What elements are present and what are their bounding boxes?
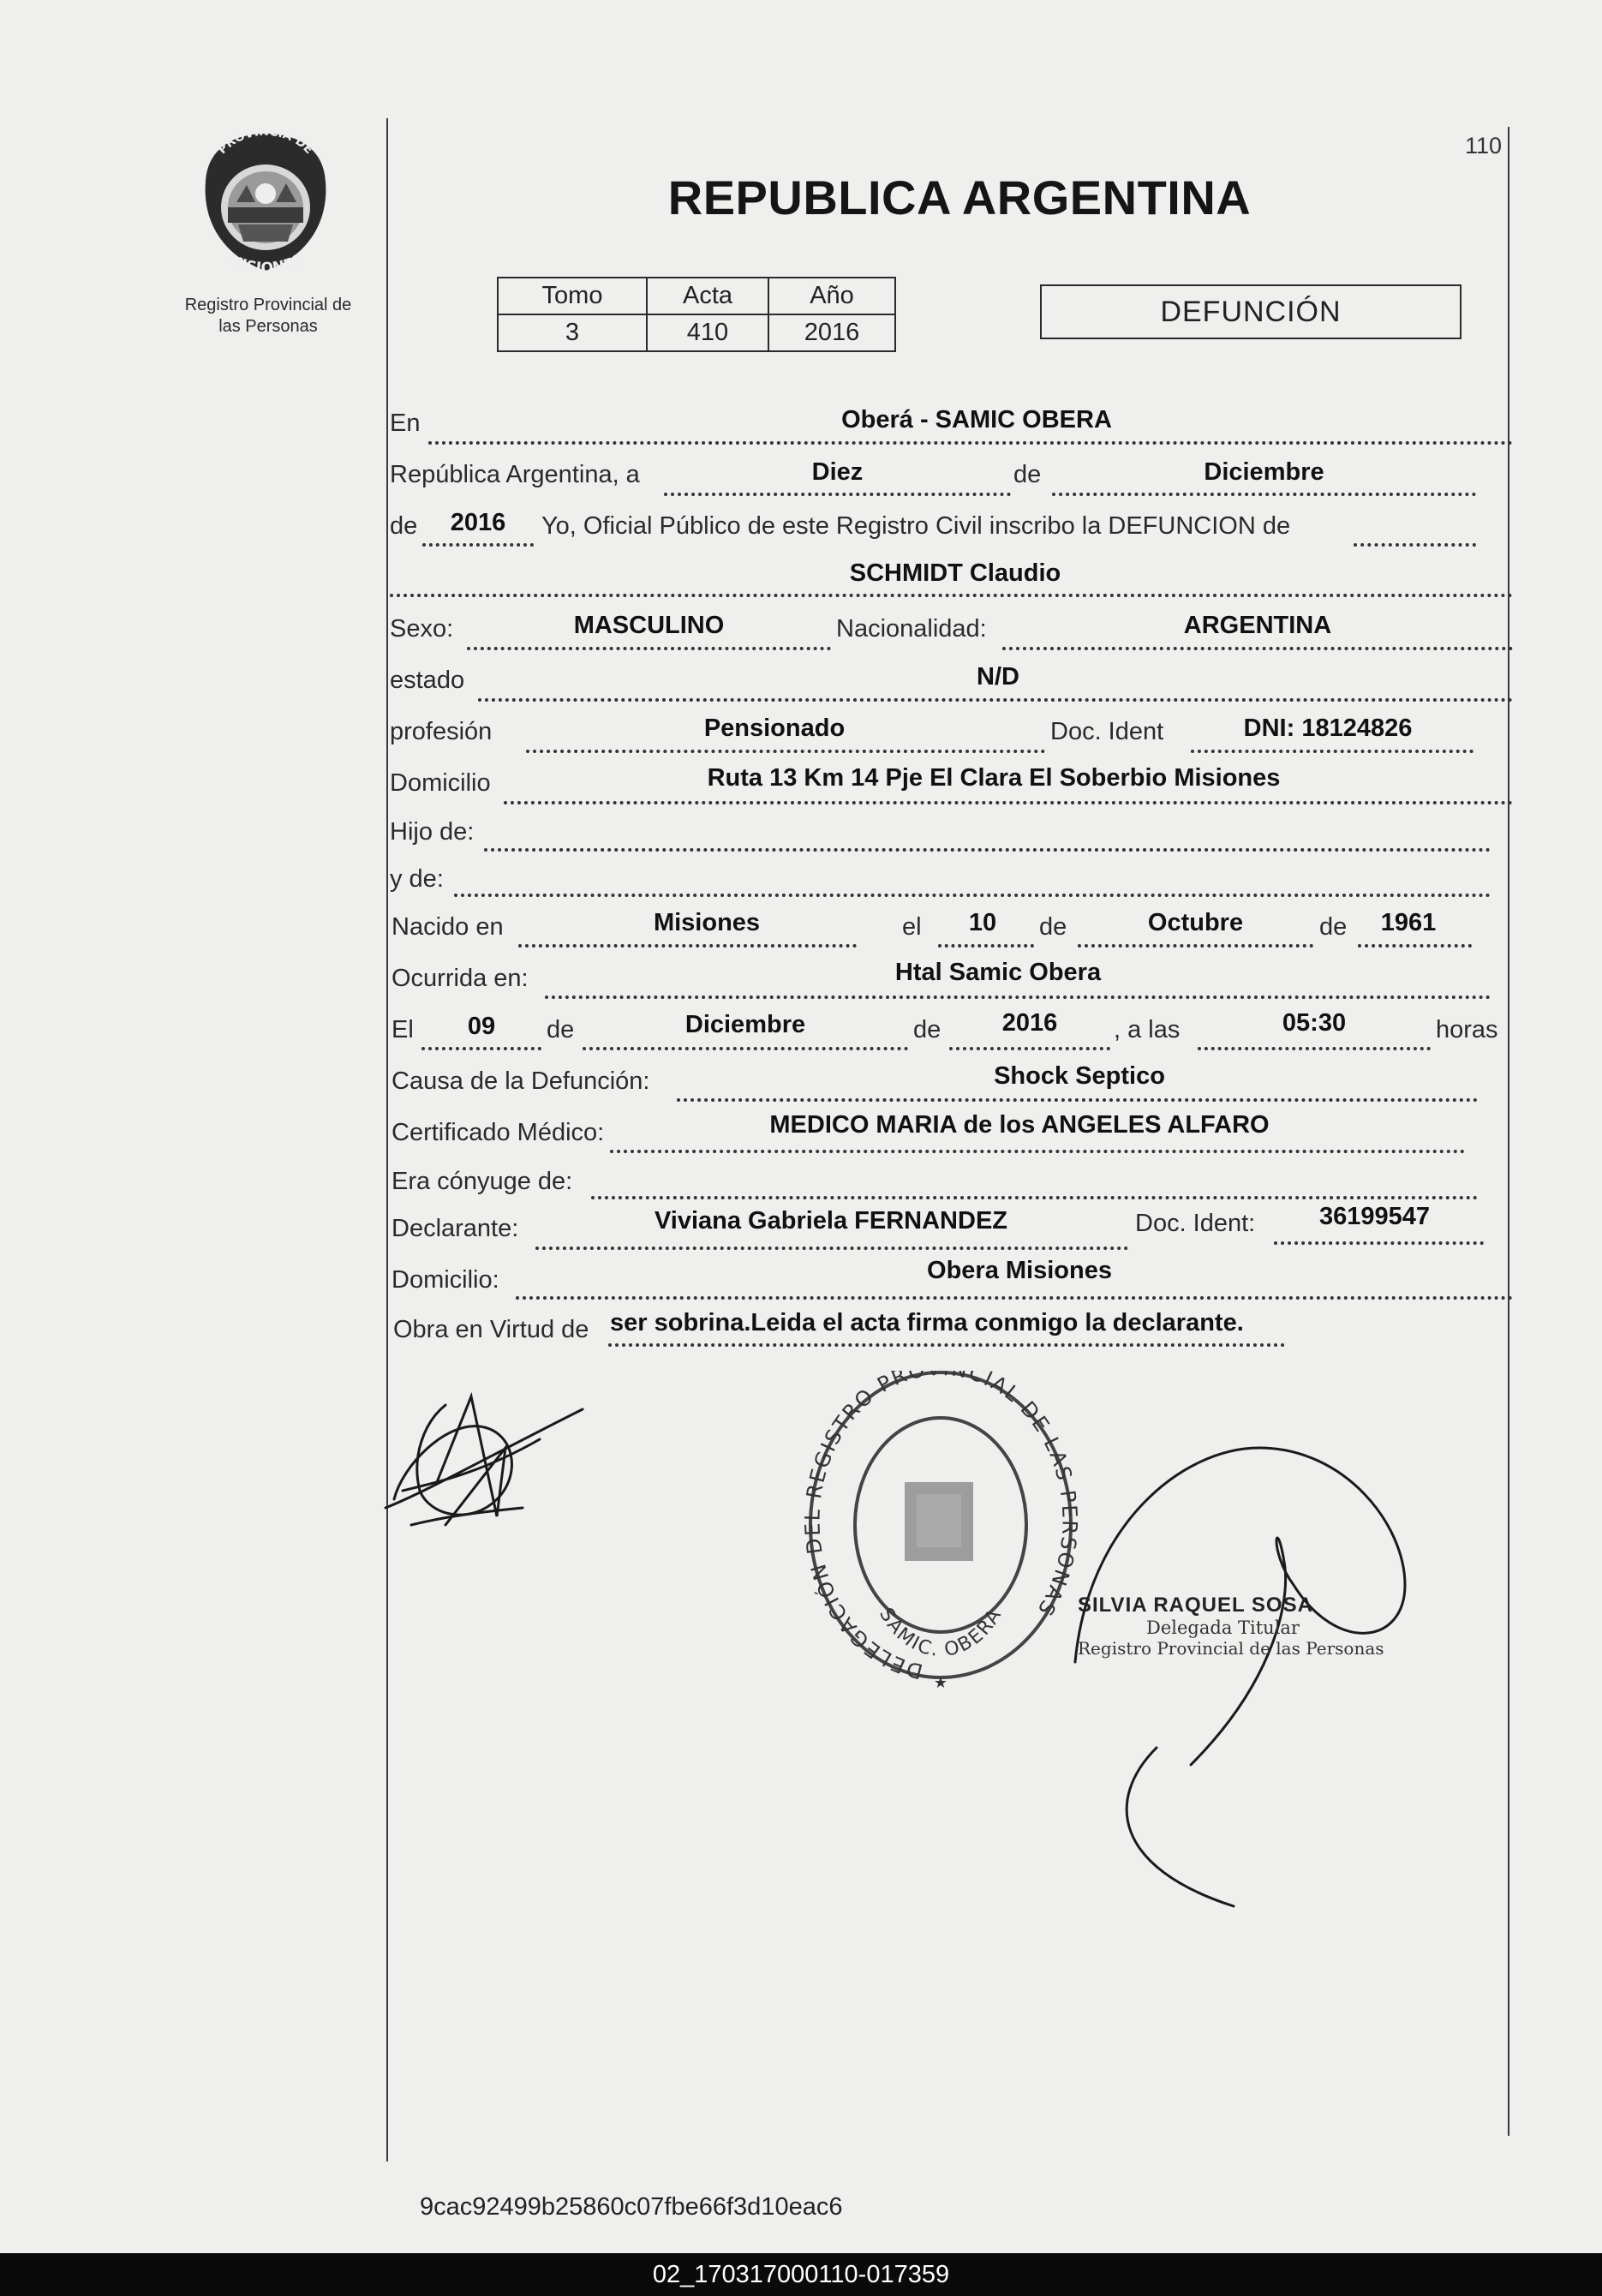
dotted-line	[677, 1098, 1478, 1102]
dotted-line	[1274, 1241, 1484, 1245]
page-title: REPUBLICA ARGENTINA	[667, 170, 1252, 224]
dotted-line	[949, 1047, 1110, 1050]
svg-text:MISIONES: MISIONES	[224, 250, 307, 276]
document-hash: 9cac92499b25860c07fbe66f3d10eac6	[420, 2193, 843, 2221]
file-id-bar: 02_170317000110-017359	[0, 2253, 1602, 2296]
dotted-line	[428, 441, 1513, 445]
page-number: 110	[1465, 133, 1503, 158]
doc-label: Doc. Ident:	[1135, 1210, 1256, 1237]
dotted-line	[1191, 750, 1473, 753]
domicilio-value: Ruta 13 Km 14 Pje El Clara El Soberbio Misiones	[707, 764, 1281, 792]
muerte-anio-value: 2016	[1001, 1009, 1058, 1037]
obra-value: ser sobrina.Leida el acta firma conmigo la declarante.	[610, 1309, 1244, 1336]
svg-text:SAMIC. OBERA: SAMIC. OBERA	[875, 1604, 1007, 1662]
right-margin-rule	[1508, 127, 1509, 2136]
dotted-line	[583, 1047, 908, 1050]
dotted-line	[422, 543, 534, 547]
nacido-dia-value: 10	[968, 909, 997, 936]
dotted-line	[421, 1047, 541, 1050]
estado-label: estado	[390, 667, 465, 694]
hijo-label: Hijo de:	[390, 818, 475, 846]
sexo-label: Sexo:	[390, 615, 454, 643]
hora-value: 05:30	[1282, 1009, 1347, 1037]
nacido-lugar-value: Misiones	[653, 909, 761, 936]
ocurrida-label: Ocurrida en:	[392, 965, 529, 992]
en-label: En	[390, 410, 421, 437]
muerte-mes-value: Diciembre	[684, 1011, 806, 1038]
official-title: Delegada Titular	[1146, 1617, 1300, 1638]
el-label: el	[902, 913, 922, 941]
dotted-line	[526, 750, 1045, 753]
record-table-header-row	[498, 278, 895, 314]
dotted-line	[1002, 647, 1513, 650]
dotted-line	[1078, 944, 1313, 948]
dotted-line	[504, 801, 1513, 804]
declarante-domicilio-value: Obera Misiones	[927, 1257, 1112, 1284]
conyuge-label: Era cónyuge de:	[392, 1168, 573, 1195]
month-word-value: Diciembre	[1204, 458, 1324, 486]
year-value: 2016	[450, 509, 506, 536]
alas-label: , a las	[1114, 1016, 1181, 1043]
causa-value: Shock Septico	[994, 1062, 1165, 1090]
republica-label: República Argentina, a	[390, 461, 640, 488]
obra-label: Obra en Virtud de	[393, 1316, 589, 1343]
causa-label: Causa de la Defunción:	[392, 1067, 650, 1095]
record-table-cell: 2016	[768, 314, 895, 351]
left-margin-rule	[386, 118, 388, 2161]
dotted-line	[608, 1343, 1285, 1347]
record-table-header: Tomo	[498, 278, 647, 314]
dotted-line	[1052, 493, 1476, 496]
official-signature	[1062, 1439, 1422, 1923]
place-value: Oberá - SAMIC OBERA	[841, 406, 1112, 433]
record-type-box: DEFUNCIÓN	[1040, 284, 1462, 339]
official-office: Registro Provincial de las Personas	[1078, 1638, 1384, 1659]
dotted-line	[1358, 944, 1472, 948]
record-table-cell: 3	[498, 314, 647, 351]
sexo-value: MASCULINO	[573, 612, 725, 639]
estado-value: N/D	[977, 663, 1019, 691]
domicilio-label: Domicilio	[390, 769, 491, 797]
registry-label-line1: Registro Provincial de	[184, 296, 352, 314]
nacionalidad-label: Nacionalidad:	[836, 615, 987, 643]
record-table-cell: 410	[647, 314, 768, 351]
nacionalidad-value: ARGENTINA	[1183, 612, 1332, 639]
dotted-line	[454, 894, 1491, 897]
svg-text:DELEGACIÓN DEL REGISTRO PROVIN: DELEGACIÓN D REGISTRO PRO CIAL DE LAS ONAS	[804, 1371, 1078, 1684]
doc-label: Doc. Ident	[1050, 718, 1164, 745]
el-label: El	[392, 1016, 414, 1043]
profesion-label: profesión	[390, 718, 493, 745]
dotted-line	[518, 944, 857, 948]
deceased-name-value: SCHMIDT Claudio	[849, 559, 1061, 587]
ocurrida-value: Htal Samic Obera	[894, 959, 1102, 986]
domicilio-label: Domicilio:	[392, 1266, 499, 1294]
dotted-line	[1198, 1047, 1431, 1050]
de-label: de	[1013, 461, 1042, 488]
dotted-line	[535, 1247, 1128, 1250]
de-label: de	[1319, 913, 1348, 941]
svg-text:★: ★	[933, 1674, 948, 1691]
svg-text:PROVINCIA DE: PROVINCIA DE	[215, 129, 316, 158]
cert-value: MEDICO MARIA de los ANGELES ALFARO	[769, 1111, 1270, 1139]
de-label: de	[547, 1016, 575, 1043]
yde-label: y de:	[390, 865, 444, 893]
record-table-header: Año	[768, 278, 895, 314]
horas-label: horas	[1436, 1016, 1498, 1043]
record-table-header: Acta	[647, 278, 768, 314]
declarante-doc-value: 36199547	[1318, 1203, 1431, 1230]
official-name-block	[1078, 1593, 1420, 1659]
cert-label: Certificado Médico:	[392, 1119, 605, 1146]
day-word-value: Diez	[811, 458, 864, 486]
dotted-line	[610, 1150, 1465, 1153]
dotted-line	[545, 996, 1491, 999]
dotted-line	[484, 848, 1491, 852]
dotted-line	[467, 647, 831, 650]
de-label: de	[1039, 913, 1067, 941]
dotted-line	[591, 1196, 1478, 1199]
dotted-line	[390, 594, 1513, 597]
declarant-signature	[377, 1388, 591, 1555]
dotted-line	[1354, 543, 1476, 547]
muerte-dia-value: 09	[467, 1013, 496, 1040]
nacido-anio-value: 1961	[1380, 909, 1437, 936]
provincial-seal	[195, 129, 336, 276]
nacido-label: Nacido en	[392, 913, 504, 941]
record-table-value-row	[498, 314, 895, 351]
profesion-value: Pensionado	[703, 715, 846, 742]
record-table	[497, 277, 896, 352]
dotted-line	[516, 1296, 1513, 1300]
dotted-line	[664, 493, 1011, 496]
declarante-label: Declarante:	[392, 1215, 519, 1242]
registry-label	[163, 295, 374, 338]
doc-value: DNI: 18124826	[1243, 715, 1413, 742]
de-label: de	[913, 1016, 941, 1043]
nacido-mes-value: Octubre	[1147, 909, 1244, 936]
declarante-value: Viviana Gabriela FERNANDEZ	[654, 1207, 1008, 1235]
dotted-line	[478, 698, 1513, 702]
official-stamp	[804, 1371, 1078, 1701]
statement-text: Yo, Oficial Público de este Registro Civil inscribo la DEFUNCION de	[541, 512, 1291, 540]
de-label: de	[390, 512, 418, 540]
registry-label-line2: las Personas	[218, 317, 318, 336]
dotted-line	[938, 944, 1034, 948]
official-name: SILVIA RAQUEL SOSA	[1078, 1593, 1313, 1617]
